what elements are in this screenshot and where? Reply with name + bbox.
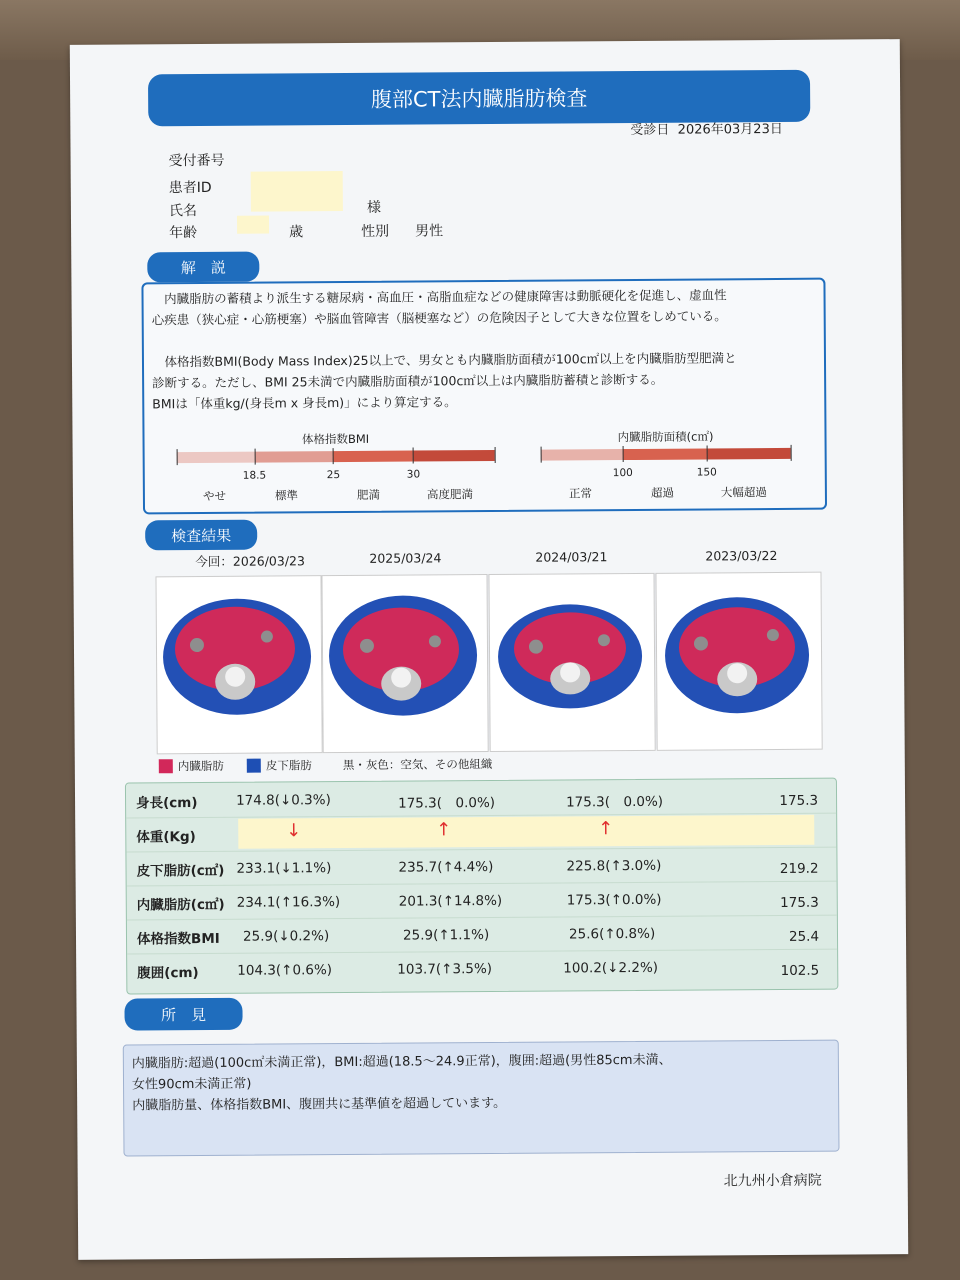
- patient-name-label: 氏名: [168, 203, 197, 220]
- bmi-category: 標準: [274, 488, 298, 503]
- ct-scan-strip: [155, 547, 822, 753]
- row-value: 225.8(↑3.0%): [566, 857, 662, 875]
- redacted-age: [237, 216, 269, 234]
- row-value: 175.3: [779, 792, 819, 809]
- redacted-weight: [238, 815, 814, 849]
- row-value: 103.7(↑3.5%): [397, 960, 493, 978]
- up-arrow-icon: ↑: [598, 818, 614, 840]
- bmi-category: やせ: [202, 488, 226, 503]
- scan-date: 2024/03/21: [535, 549, 608, 565]
- row-label: 身長(cm): [136, 795, 198, 812]
- report-title: 腹部CT法内臓脂肪検査: [148, 70, 810, 127]
- vfa-tick: [791, 445, 792, 461]
- vfa-tick: [707, 445, 708, 461]
- explanation-text: 内臓脂肪の蓄積より派生する糖尿病・高血圧・高脂血症などの健康障害は動脈硬化を促進し、虚血性 心疾患（狭心症・心筋梗塞）や脳血管障害（脳梗塞など）の危険因子として大きな位置をしめている。 体格指数BMI(Body Mass Index)25以上で、男女とも内臓脂肪面積が100c㎡以上を内臓脂肪型肥満と 診断する。ただし、BMI 25未満で内臓脂肪面積が100c㎡以上は内臓脂肪蓄積と診断する。 BMIは「体重kg/(身長m x 身長m)」により算定する。: [151, 287, 737, 412]
- vfa-scale: [540, 428, 790, 500]
- ct-cross-section: [489, 574, 654, 751]
- bmi-bar-thin: [177, 452, 255, 464]
- row-value: 219.2: [779, 860, 819, 877]
- row-value: 25.9(↓0.2%): [242, 928, 330, 945]
- ct-scan-image: [155, 575, 322, 754]
- bmi-bar-obese: [333, 451, 413, 463]
- bmi-tick: [413, 448, 414, 464]
- scan-date: 今回：2026/03/23: [195, 553, 305, 570]
- age-label: 年齢: [169, 225, 198, 242]
- row-value: 234.1(↑16.3%): [236, 894, 341, 911]
- row-value: 174.8(↓0.3%): [235, 792, 331, 809]
- table-row: [127, 949, 837, 988]
- vfa-tick-label: 100: [612, 466, 633, 480]
- sex-value: 男性: [415, 223, 444, 240]
- bmi-tick-label: 30: [406, 468, 421, 481]
- row-value: 235.7(↑4.4%): [398, 858, 494, 876]
- row-label: 皮下脂肪(c㎡): [136, 862, 225, 880]
- up-arrow-icon: ↑: [436, 819, 452, 841]
- bmi-tick: [495, 447, 496, 463]
- vfa-category: 超過: [650, 485, 674, 500]
- explanation-heading: 解 説: [147, 252, 259, 283]
- legend-visceral: 内臓脂肪: [159, 758, 224, 774]
- bmi-scale-title: 体格指数BMI: [301, 431, 370, 447]
- bmi-bar-severe: [413, 450, 495, 462]
- row-label: 腹囲(cm): [137, 965, 199, 982]
- bmi-tick: [177, 449, 178, 465]
- vfa-category: 大幅超過: [720, 485, 767, 500]
- row-value: 175.3: [780, 894, 819, 911]
- findings-box: [123, 1040, 840, 1157]
- row-value: 100.2(↓2.2%): [563, 959, 659, 977]
- vfa-tick-label: 150: [696, 466, 717, 479]
- row-value: 25.6(↑0.8%): [568, 925, 656, 943]
- row-value: 25.4: [788, 928, 820, 945]
- scan-date: 2023/03/22: [705, 547, 778, 564]
- vfa-tick: [541, 447, 542, 463]
- legend-other: 黒・灰色：空気、その他組織: [342, 756, 493, 773]
- ct-cross-section: [656, 573, 821, 750]
- vfa-bar-far-over: [707, 448, 791, 460]
- row-label: 体格指数BMI: [136, 930, 220, 948]
- age-unit: 歳: [289, 224, 304, 241]
- row-value: 233.1(↓1.1%): [236, 860, 332, 877]
- subcutaneous-swatch: [247, 759, 261, 773]
- bmi-bar-normal: [255, 451, 333, 463]
- row-value: 175.3( 0.0%): [398, 794, 496, 812]
- name-suffix: 様: [366, 199, 381, 216]
- vfa-bar-over: [623, 448, 707, 460]
- findings-text: 内臓脂肪:超過(100c㎡未満正常)，BMI:超過(18.5～24.9正常)，腹囲:超過(男性85cm未満、 女性90cm未満正常) 内臓脂肪量、体格指数BMI、腹囲共に基準値を超過しています。: [131, 1052, 672, 1114]
- vfa-bar-normal: [541, 449, 623, 461]
- redacted-id-name: [251, 171, 343, 212]
- results-heading: 検査結果: [145, 520, 257, 551]
- vfa-scale-title: 内臓脂肪面積(c㎡): [617, 429, 714, 445]
- reception-number-label: 受付番号: [168, 152, 225, 170]
- exam-date: 受診日 2026年03月23日: [630, 121, 783, 139]
- hospital-name: 北九州小倉病院: [723, 1172, 822, 1190]
- down-arrow-icon: ↓: [286, 820, 302, 842]
- ct-scan-image: [655, 572, 822, 751]
- bmi-tick: [255, 449, 256, 465]
- bmi-scale: [176, 430, 494, 502]
- row-value: 102.5: [780, 962, 820, 979]
- ct-cross-section: [156, 576, 321, 753]
- bmi-category: 肥満: [356, 487, 380, 502]
- bmi-category: 高度肥満: [426, 487, 473, 502]
- row-value: 25.9(↑1.1%): [402, 927, 490, 944]
- ct-scan-image: [321, 574, 488, 753]
- row-value: 104.3(↑0.6%): [237, 962, 333, 979]
- patient-id-label: 患者ID: [168, 179, 212, 197]
- report-sheet: [70, 39, 908, 1260]
- vfa-category: 正常: [568, 486, 592, 501]
- vfa-tick: [623, 446, 624, 462]
- ct-scan-image: [488, 573, 655, 752]
- row-value: 175.3( 0.0%): [566, 793, 664, 811]
- scan-date: 2025/03/24: [369, 550, 442, 566]
- row-value: 175.3(↑0.0%): [566, 891, 662, 909]
- explanation-box: [141, 278, 827, 515]
- ct-cross-section: [322, 575, 487, 752]
- results-table: [125, 778, 838, 995]
- sex-label: 性別: [361, 223, 390, 240]
- legend-subcutaneous: 皮下脂肪: [247, 757, 312, 773]
- row-value: 201.3(↑14.8%): [398, 892, 503, 910]
- row-label: 内臓脂肪(c㎡): [136, 896, 225, 914]
- bmi-tick-label: 25: [326, 469, 341, 482]
- findings-heading: 所 見: [124, 998, 242, 1031]
- visceral-swatch: [159, 759, 173, 773]
- bmi-tick: [333, 448, 334, 464]
- bmi-tick-label: 18.5: [242, 469, 267, 482]
- row-label: 体重(Kg): [136, 829, 196, 846]
